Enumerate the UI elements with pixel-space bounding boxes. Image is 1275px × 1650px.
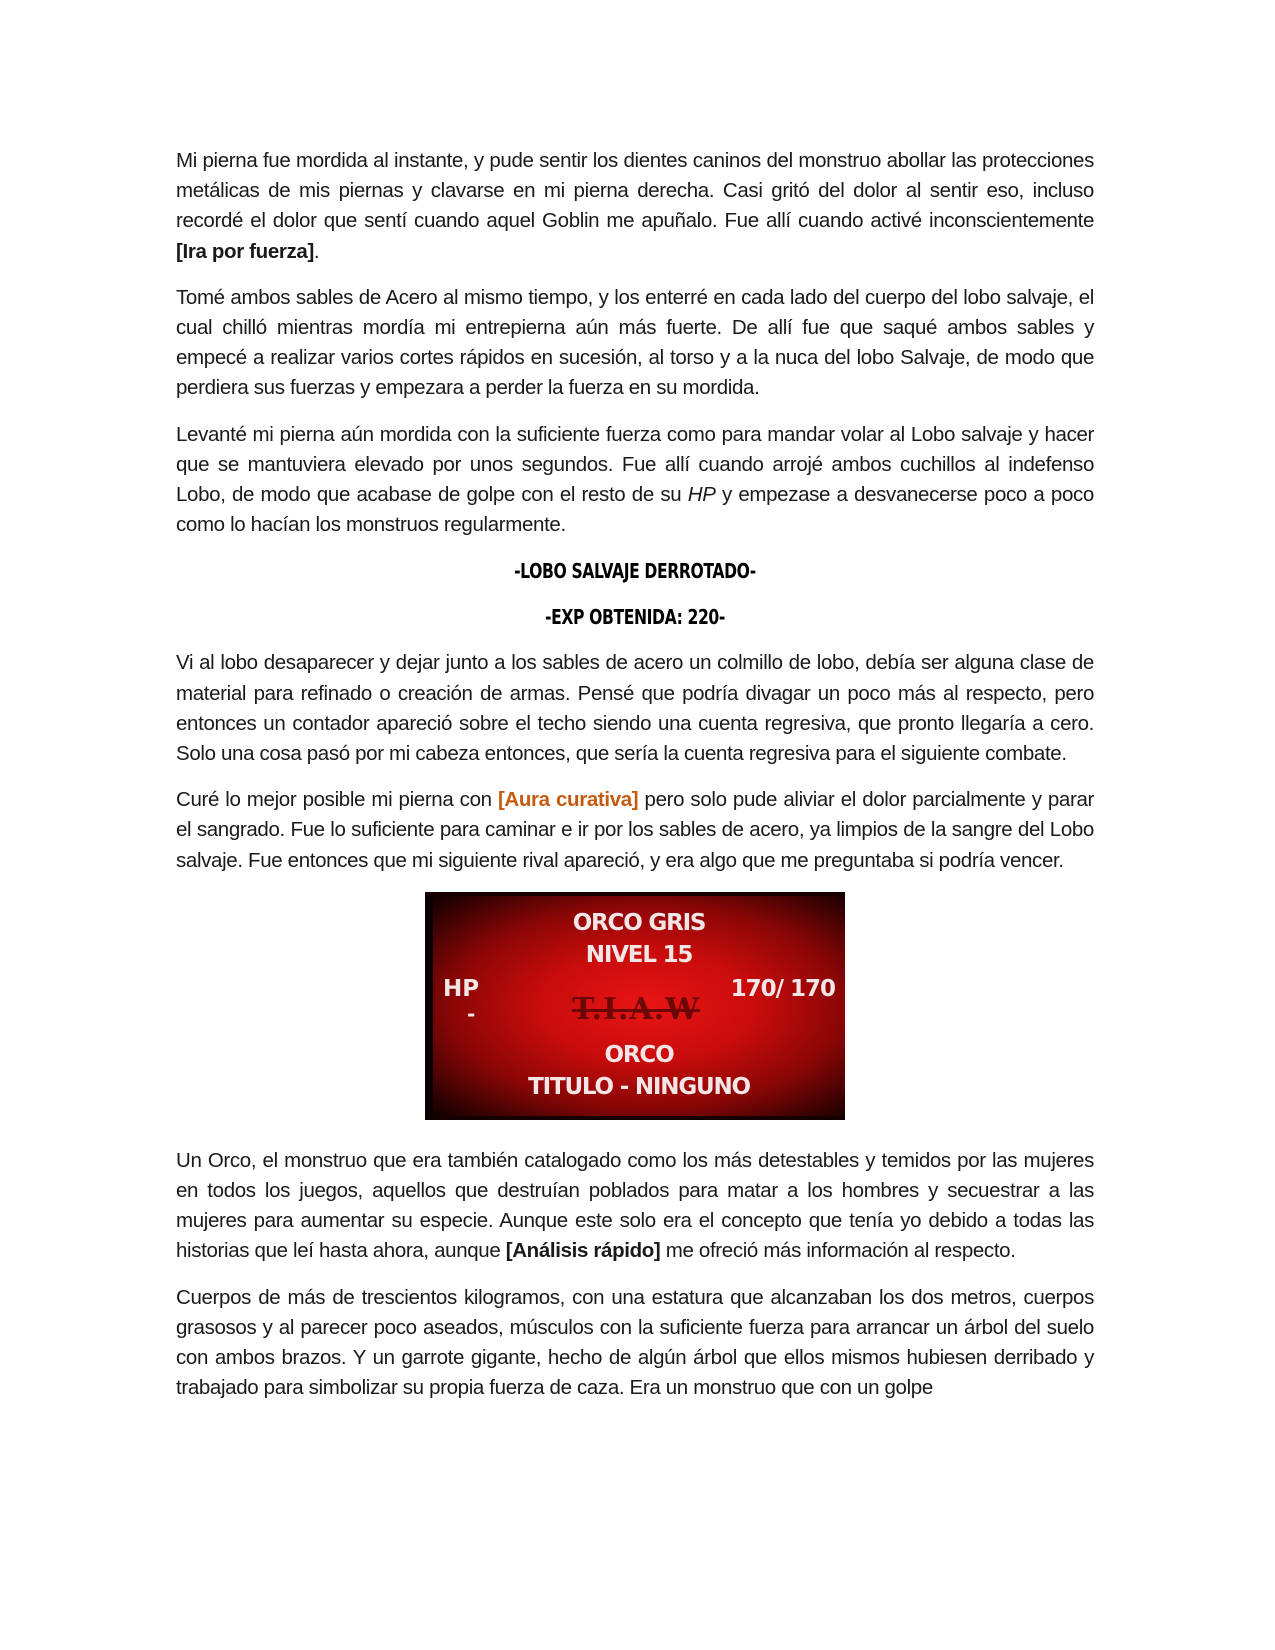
monster-status-card [425, 892, 845, 1120]
exp-announcement: -EXP OBTENIDA: 220- [545, 605, 725, 630]
hp-dash: - [467, 1001, 476, 1026]
paragraph [176, 420, 1094, 541]
paragraph [176, 648, 1094, 769]
text-segment: Mi pierna fue mordida al instante, y pude sentir los dientes caninos del monstruo abollar las protecciones metálicas de mis piernas y clavarse en mi pierna derecha. Casi gritó del dolor al sentir eso, incluso recordé el dolor que sentí cuando aquel Goblin me apuñalo. Fue allí cuando activé inconscientemente [176, 149, 1094, 233]
paragraph [176, 1283, 1094, 1404]
document-page [176, 146, 1094, 1419]
hp-label: HP [443, 975, 480, 1002]
status-card-container [176, 892, 1094, 1120]
monster-name: ORCO GRIS [572, 909, 706, 936]
hp-term: HP [687, 483, 716, 507]
text-segment: me ofreció más información al respecto. [660, 1239, 1016, 1263]
watermark: T.I.A.W [572, 991, 700, 1027]
paragraph [176, 1146, 1094, 1267]
paragraph [176, 283, 1094, 404]
hp-value: 170/ 170 [730, 975, 835, 1002]
skill-name-ira-por-fuerza: [Ira por fuerza] [176, 239, 314, 263]
skill-name-aura-curativa: [Aura curativa] [497, 788, 639, 812]
text-segment: Un Orco, el monstruo que era también catalogado como los más detestables y temidos por las mujeres en todos los juegos, aquellos que destruían poblados para matar a los hombres y secuestrar a las mujeres para aumentar su especie. Aunque este solo era el concepto que tenía yo debido a todas las historias que leí hasta ahora, aunque [176, 1148, 1094, 1263]
text-segment: Tomé ambos sables de Acero al mismo tiempo, y los enterré en cada lado del cuerpo del lobo salvaje, el cual chilló mientras mordía mi entrepierna aún más fuerte. De allí fue que saqué ambos sables y empecé a realizar varios cortes rápidos en sucesión, al torso y a la nuca del lobo Salvaje, de modo que perdiera sus fuerzas y empezara a perder la fuerza en su mordida. [176, 285, 1094, 400]
monster-level: NIVEL 15 [585, 941, 693, 968]
text-segment: Levanté mi pierna aún mordida con la suficiente fuerza como para mandar volar al Lobo salvaje y hacer que se mantuviera elevado por unos segundos. Fue allí cuando arrojé ambos cuchillos al indefenso Lobo, de modo que acabase de golpe con el resto de su [176, 422, 1094, 507]
text-segment: Cuerpos de más de trescientos kilogramos, con una estatura que alcanzaban los dos metros, cuerpos grasosos y al parecer poco aseados, músculos con la suficiente fuerza para arrancar un árbol del suelo con ambos brazos. Y un garrote gigante, hecho de algún árbol que ellos mismos hubiesen derribado y trabajado para simbolizar su propia fuerza de caza. Era un monstruo que con un golpe [176, 1285, 1094, 1400]
text-segment: . [313, 239, 320, 263]
text-segment: y empezase a desvanecerse poco a poco como lo hacían los monstruos regularmente. [176, 483, 1094, 537]
monster-race: ORCO [604, 1041, 674, 1068]
skill-name-analisis-rapido: [Análisis rápido] [505, 1239, 661, 1263]
paragraph [176, 785, 1094, 876]
text-segment: pero solo pude aliviar el dolor parcialmente y parar el sangrado. Fue lo suficiente para caminar e ir por los sables de acero, ya limpios de la sangre del Lobo salvaje. Fue entonces que mi siguiente rival apareció, y era algo que me preguntaba si podría vencer. [176, 788, 1094, 872]
monster-title: TITULO - NINGUNO [528, 1073, 750, 1100]
paragraph [176, 146, 1094, 267]
defeat-announcement: -LOBO SALVAJE DERROTADO- [514, 559, 756, 584]
text-segment: Curé lo mejor posible mi pierna con [176, 788, 498, 812]
text-segment: Vi al lobo desaparecer y dejar junto a los sables de acero un colmillo de lobo, debía ser alguna clase de material para refinado o creación de armas. Pensé que podría divagar un poco más al respecto, pero entonces un contador apareció sobre el techo siendo una cuenta regresiva, que pronto llegaría a cero. Solo una cosa pasó por mi cabeza entonces, que sería la cuenta regresiva para el siguiente combate. [176, 651, 1094, 766]
